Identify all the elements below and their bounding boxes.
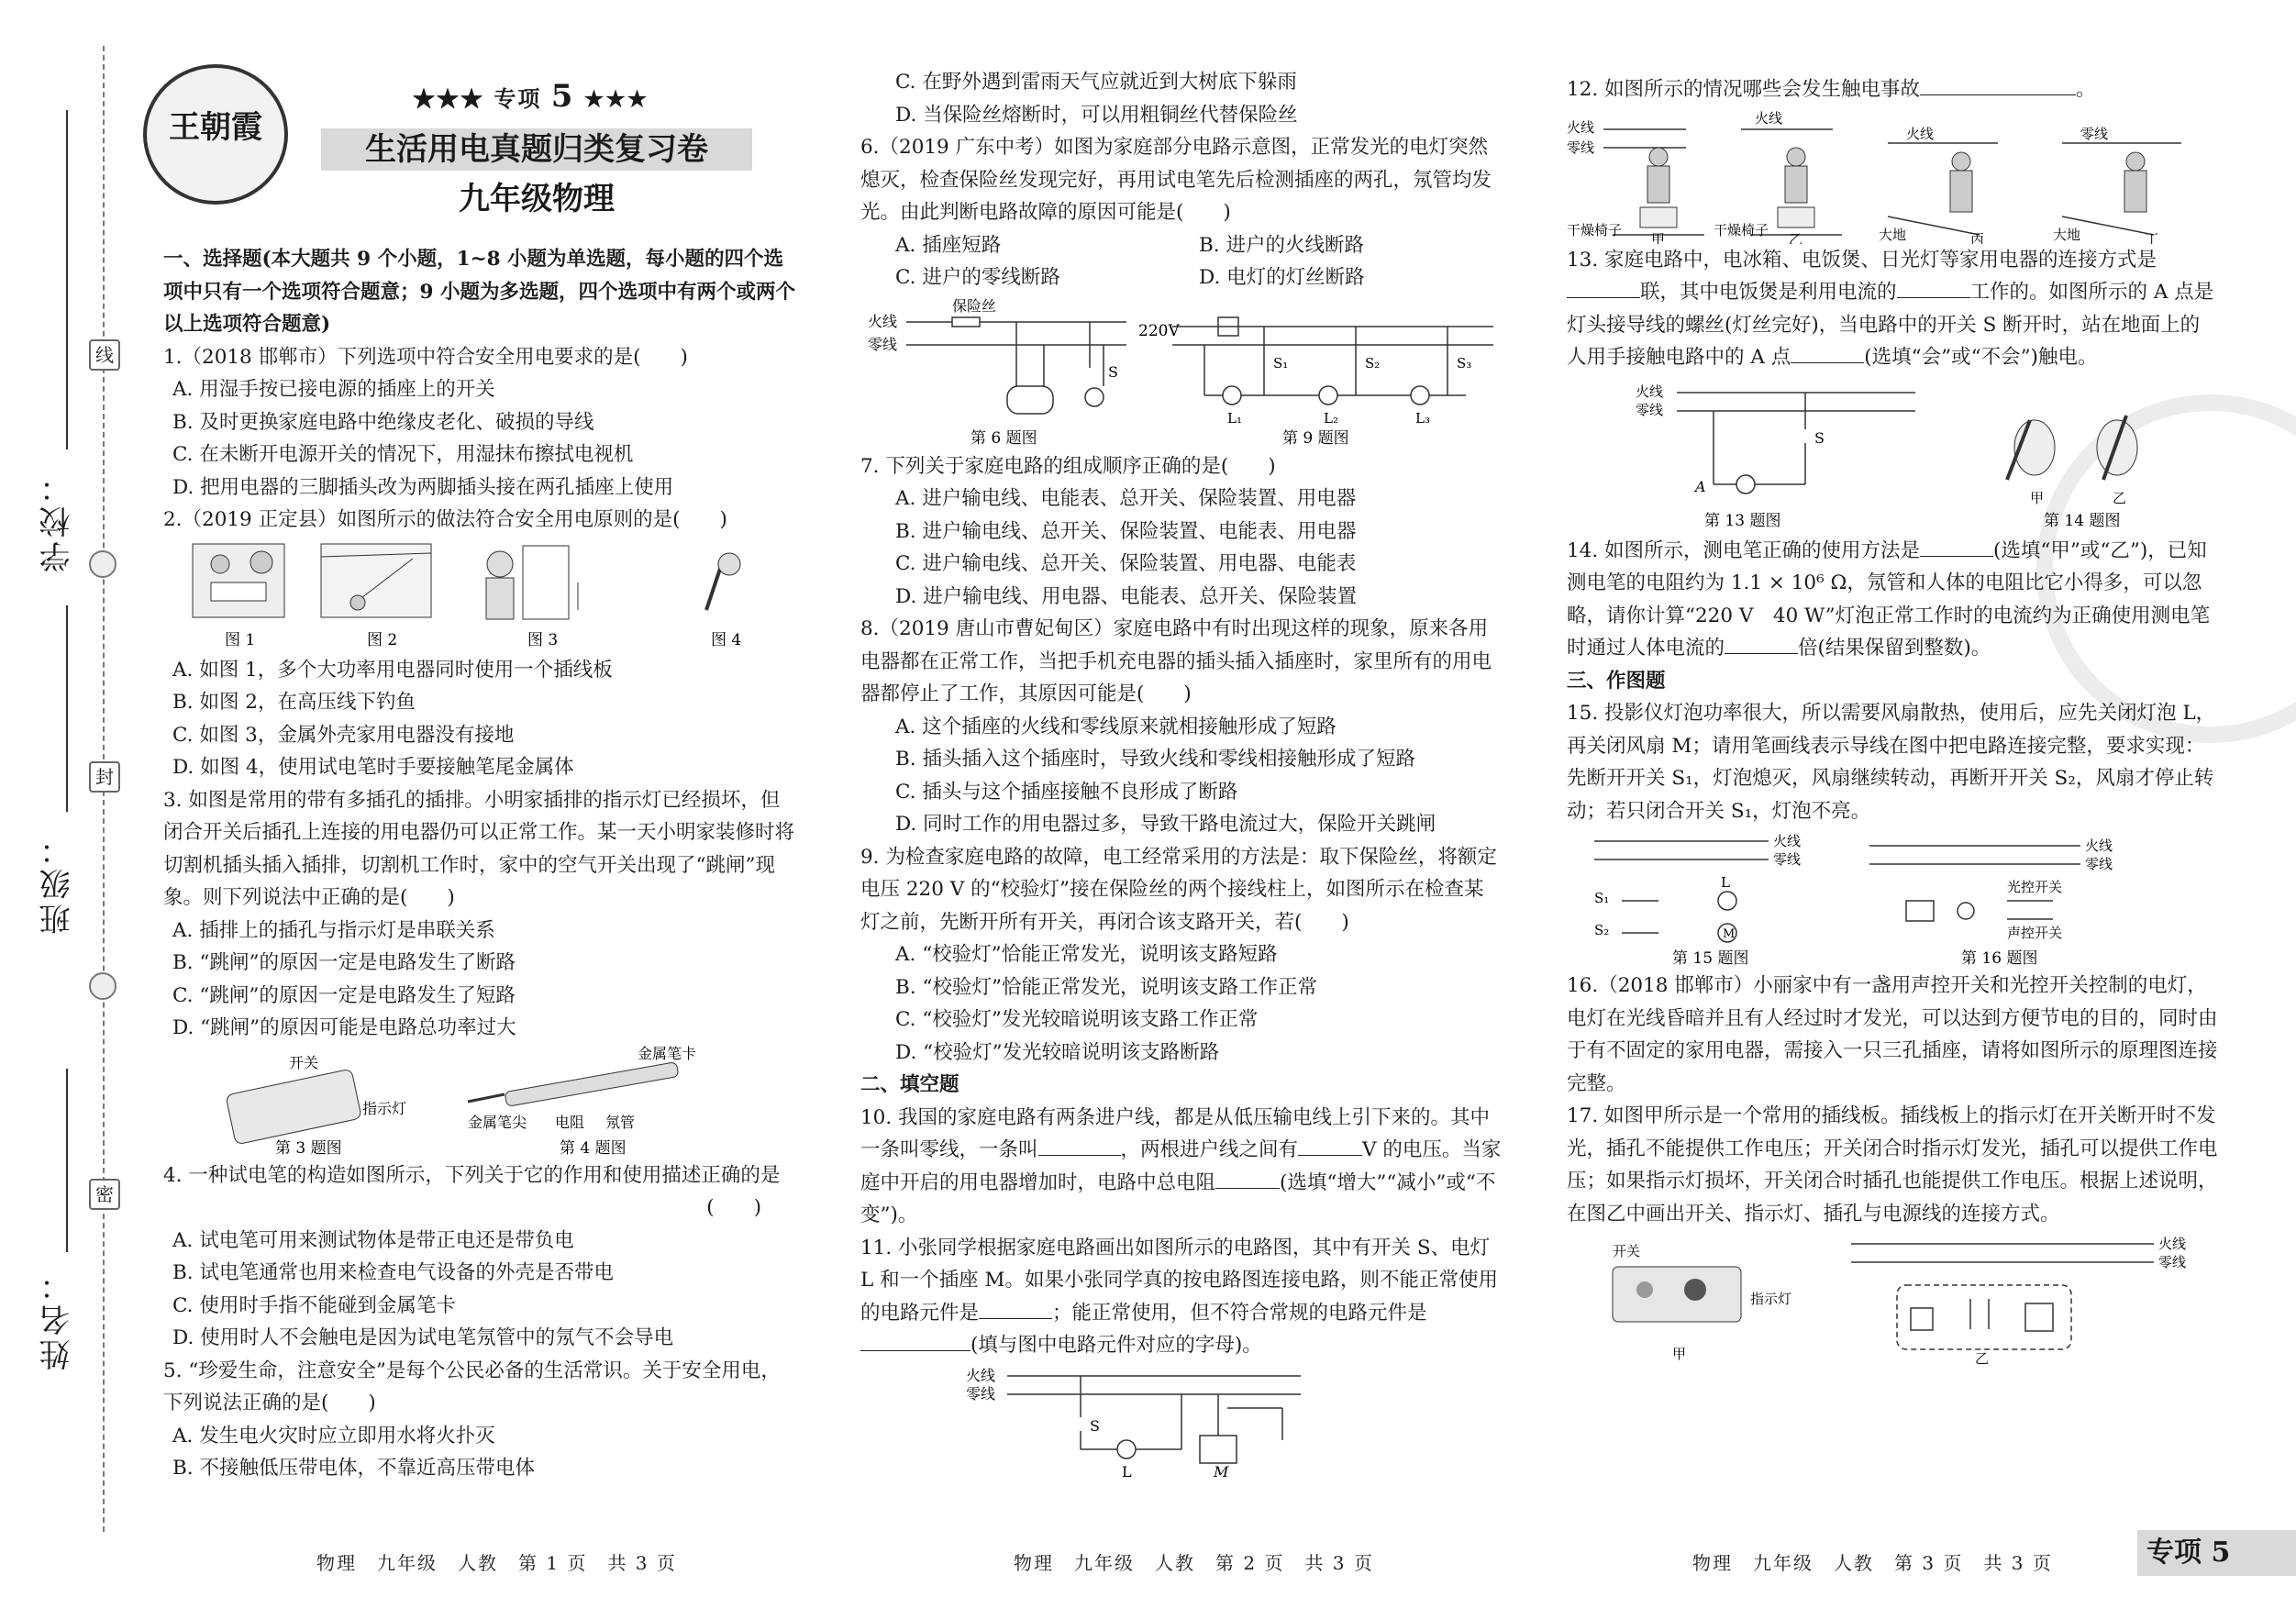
special-number: 5 xyxy=(550,78,575,115)
question-6 xyxy=(860,131,1503,450)
q12-ground-label-1: 大地 xyxy=(1879,226,1907,243)
q11-blank-1[interactable] xyxy=(979,1318,1052,1319)
q8-option-c[interactable]: C. 插头与这个插座接触不良形成了断路 xyxy=(895,780,1238,804)
fig2-caption: 图 2 xyxy=(367,630,398,649)
q9-s2-label: S₂ xyxy=(1365,354,1381,372)
q6-circuit xyxy=(906,317,1126,414)
question-12 xyxy=(1567,73,2218,244)
q12-fire-label-3: 火线 xyxy=(1906,125,1935,142)
q14-blank-1[interactable] xyxy=(1920,556,1993,557)
q8-option-d[interactable]: D. 同时工作的用电器过多，导致干路电流过大，保险开关跳闸 xyxy=(895,813,1436,836)
q11-m-label: M xyxy=(1214,1462,1229,1481)
q13-circuit-and-tester-hands xyxy=(1567,374,2218,535)
special-badge xyxy=(413,78,649,116)
q13-blank-1[interactable] xyxy=(1567,297,1640,298)
footer-page-3: 物理 九年级 人教 第 3 页 共 3 页 xyxy=(1692,1552,2053,1574)
q1-option-d[interactable]: D. 把用电器的三脚插头改为两脚插头接在两孔插座上使用 xyxy=(172,475,674,499)
q3-lamp-label: 指示灯 xyxy=(362,1099,407,1117)
q8-stem: 8.（2019 唐山市曹妃甸区）家庭电路中有时出现这样的现象，原来各用电器都在正常工作，当把手机充电器的插头插入插座时，家里所有的用电器都停止了工作，其原因可能是( ) xyxy=(860,617,1492,705)
q10-blank-2[interactable] xyxy=(1298,1155,1362,1156)
page-subtitle: 九年级物理 xyxy=(459,181,615,217)
q14-text-2: (选填“甲”或“乙”)，已知测电笔的电阻约为 1.1 × 10⁶ Ω，氖管和人体的电阻比它小得多，可以忽略，请你计算“220 V 40 W”灯泡正常工作时的电流约为正确使用测电笔时通过人体电流的 xyxy=(1567,538,2211,660)
q4-neon-label: 氖管 xyxy=(605,1113,636,1131)
q15-s1-label: S₁ xyxy=(1594,890,1610,906)
q1-option-b[interactable]: B. 及时更换家庭电路中绝缘皮老化、破损的导线 xyxy=(172,410,594,434)
q4-resistor-label: 电阻 xyxy=(555,1113,585,1131)
column-3 xyxy=(1567,73,2218,1368)
q9-l1-label: L₁ xyxy=(1227,409,1242,427)
footer-page-1: 物理 九年级 人教 第 1 页 共 3 页 xyxy=(316,1552,677,1574)
q11-text-1: 11. 小张同学根据家庭电路画出如图所示的电路图，其中有开关 S、电灯 L 和一个插座 M。如果小张同学真的按电路图连接电路，则不能正常使用的电路元件是 xyxy=(860,1236,1498,1325)
q4-answer-paren[interactable]: ( ) xyxy=(706,1196,761,1219)
brand-logo xyxy=(143,64,288,205)
question-5 xyxy=(138,1355,798,1485)
q3-q4-figures xyxy=(138,1045,798,1159)
q13-q14-figures xyxy=(1567,374,2218,535)
section-choice-title: 一、选择题(本大题共 9 个小题，1~8 小题为单选题，每小题的四个选项中只有一个选项符合题意；9 小题为多选题，四个选项中有两个或两个以上选项符合题意) xyxy=(163,248,795,336)
q9-l3-label: L₃ xyxy=(1415,409,1430,427)
q2-option-b[interactable]: B. 如图 2，在高压线下钓鱼 xyxy=(172,691,416,714)
name-field[interactable] xyxy=(66,1069,68,1252)
q15-m-label: M xyxy=(1723,927,1736,941)
q17-stem: 17. 如图甲所示是一个常用的插线板。插线板上的指示灯在开关断开时不发光，插孔不能提供工作电压；开关闭合时指示灯发光，插孔可以提供工作电压；如果指示灯损坏，开关闭合时插孔也能提供工作电压。根据上述说明，在图乙中画出开关、指示灯、插孔与电源线的连接方式。 xyxy=(1567,1104,2218,1225)
q2-illustrations xyxy=(138,537,798,654)
q11-text-2: ；能正常使用，但不符合常规的电路元件是 xyxy=(1052,1301,1427,1325)
q9-option-d[interactable]: D. “校验灯”发光较暗说明该支路断路 xyxy=(895,1040,1220,1064)
question-15 xyxy=(1567,697,2218,970)
question-16: 16.（2018 邯郸市）小丽家中有一盏用声控开关和光控开关控制的电灯，电灯在光线昏暗并且有人经过时才发光，可以达到方便节电的目的，同时由于有不固定的家用电器，需接入一只三孔插座，请将如图所示的原理图连接完整。 xyxy=(1567,974,2218,1095)
q12-ground-label-2: 大地 xyxy=(2053,226,2081,243)
fig3-caption: 图 3 xyxy=(527,630,559,649)
q9-circuit xyxy=(1172,317,1493,405)
fig2-fishing-under-wire-icon xyxy=(321,544,431,617)
q5-option-d[interactable]: D. 当保险丝熔断时，可以用粗铜丝代替保险丝 xyxy=(895,103,1298,127)
q3-stem: 3. 如图是常用的带有多插孔的插排。小明家插排的指示灯已经损坏，但闭合开关后插孔上连接的用电器仍可以正常工作。某一天小明家装修时将切割机插头插入插排，切割机工作时，家中的空气开关出现了“跳闸”现象。则下列说法中正确的是( ) xyxy=(163,788,795,909)
q15-zero-label: 零线 xyxy=(1773,851,1802,868)
q13-text-3: 工作的。如图所示的 A 点是灯头接导线的螺丝(灯丝完好)，当电路中的开关 S 断开时，站在地面上的人用手接触电路中的 A 点 xyxy=(1567,281,2214,369)
q17-strip-and-circuit xyxy=(1567,1230,2218,1368)
q9-option-b[interactable]: B. “校验灯”恰能正常发光，说明该支路工作正常 xyxy=(895,975,1317,999)
q2-option-c[interactable]: C. 如图 3，金属外壳家用电器没有接地 xyxy=(172,723,515,747)
q13-text-4: (选填“会”或“不会”)触电。 xyxy=(1864,346,2098,369)
person-ding-icon xyxy=(2124,152,2146,212)
q17-yi-label: 乙 xyxy=(1975,1350,1990,1367)
stars-right: ★★★ xyxy=(583,85,649,112)
seal-mi: 密 xyxy=(89,1179,120,1210)
q10-blank-1[interactable] xyxy=(1038,1155,1121,1156)
q5-option-c[interactable]: C. 在野外遇到雷雨天气应就近到大树底下躲雨 xyxy=(895,71,1297,94)
q14-yi-label: 乙 xyxy=(2113,489,2127,506)
q16-light-switch-label: 光控开关 xyxy=(2007,879,2063,895)
q4-option-a[interactable]: A. 试电笔可用来测试物体是带正电还是带负电 xyxy=(172,1228,574,1252)
q15-stem: 15. 投影仪灯泡功率很大，所以需要风扇散热，使用后，应先关闭灯泡 L，再关闭风扇 M；请用笔画线表示导线在图中把电路连接完整，要求实现：先断开开关 S₁，灯泡熄灭，风扇继续转动，再断开开关 S₂，风扇才停止转动；若只闭合开关 S₁，灯泡不亮。 xyxy=(1567,702,2216,823)
q10-text-4: (选填“增大”“减小”或“不变”)。 xyxy=(860,1170,1496,1226)
q13-a-label: A xyxy=(1695,477,1706,495)
bead-icon xyxy=(89,972,116,1000)
power-strip-icon xyxy=(226,1069,361,1145)
q11-text-3: (填与图中电路元件对应的字母)。 xyxy=(971,1334,1262,1357)
q6-option-d[interactable]: D. 电灯的灯丝断路 xyxy=(1199,266,1365,289)
q6-fire-label: 火线 xyxy=(868,312,898,330)
fig1-overloaded-socket-icon xyxy=(193,544,284,617)
q15-q16-figures xyxy=(1567,827,2218,970)
power-strip-photo-icon xyxy=(1613,1267,1741,1322)
question-10 xyxy=(860,1102,1503,1232)
shock-scenarios xyxy=(1567,106,2218,244)
q12-chair-label-1: 干燥椅子 xyxy=(1567,221,1623,238)
page-title: 生活用电真题归类复习卷 xyxy=(321,128,752,171)
q12-blank[interactable] xyxy=(1920,94,2076,95)
q14-text-1: 14. 如图所示，测电笔正确的使用方法是 xyxy=(1567,538,1921,562)
q14-blank-2[interactable] xyxy=(1725,653,1798,654)
q12-end: 。 xyxy=(2076,78,2096,101)
column-1 xyxy=(138,55,798,1485)
q10-text-2: ，两根进户线之间有 xyxy=(1120,1138,1299,1161)
q9-caption: 第 9 题图 xyxy=(1282,428,1349,448)
q11-circuit xyxy=(860,1362,1503,1481)
q14-jia-label: 甲 xyxy=(2030,489,2045,506)
q17-figure xyxy=(1567,1230,2218,1368)
q3-option-a[interactable]: A. 插排上的插孔与指示灯是串联关系 xyxy=(172,918,495,942)
q8-option-a[interactable]: A. 这个插座的火线和零线原来就相接触形成了短路 xyxy=(895,715,1337,738)
question-9 xyxy=(860,841,1503,1070)
q5-option-a[interactable]: A. 发生电火灾时应立即用水将火扑灭 xyxy=(172,1424,495,1447)
question-13 xyxy=(1567,244,2218,535)
q12-yi-label: 乙 xyxy=(1789,230,1803,244)
q7-option-d[interactable]: D. 进户输电线、用电器、电能表、总开关、保险装置 xyxy=(895,584,1358,608)
question-17 xyxy=(1567,1100,2218,1368)
q13-text-2: 联，其中电饭煲是利用电流的 xyxy=(1640,281,1897,304)
q2-option-d[interactable]: D. 如图 4，使用试电笔时手要接触笔尾金属体 xyxy=(172,756,574,779)
q13-caption: 第 13 题图 xyxy=(1704,511,1781,530)
q10-text-3: V 的电压。当家庭中开启的用电器增加时，电路中总电阻 xyxy=(860,1138,1502,1194)
q3-caption: 第 3 题图 xyxy=(275,1138,342,1158)
q6-fuse-label: 保险丝 xyxy=(952,296,997,315)
q3-option-b[interactable]: B. “跳闸”的原因一定是电路发生了断路 xyxy=(172,951,516,974)
logo-text: 王朝霞 xyxy=(169,109,262,146)
q15-s2-label: S₂ xyxy=(1594,922,1610,938)
q13-text-1: 13. 家庭电路中，电冰箱、电饭煲、日光灯等家用电器的连接方式是 xyxy=(1567,248,2157,272)
section-fill-title: 二、填空题 xyxy=(860,1073,959,1096)
q14-caption: 第 14 题图 xyxy=(2044,511,2121,530)
q17-fire-label: 火线 xyxy=(2158,1236,2187,1252)
q16-zero-label: 零线 xyxy=(2085,856,2113,872)
q2-figures xyxy=(138,537,798,654)
q12-zero-label-2: 零线 xyxy=(2080,125,2109,142)
q6-switch-label: S xyxy=(1108,362,1118,381)
q10-text-1: 10. 我国的家庭电路有两条进户线，都是从低压输电线上引下来的。其中一条叫零线，一条叫 xyxy=(860,1105,1491,1161)
hand-jia-icon xyxy=(2007,420,2055,480)
q5-option-b[interactable]: B. 不接触低压带电体，不靠近高压带电体 xyxy=(172,1457,535,1480)
q11-l-label: L xyxy=(1122,1462,1132,1481)
q1-option-c[interactable]: C. 在未断开电源开关的情况下，用湿抹布擦拭电视机 xyxy=(172,443,634,466)
fig4-caption: 图 4 xyxy=(711,630,742,649)
q15-l-label: L xyxy=(1721,874,1730,891)
binding-gutter xyxy=(0,0,138,1597)
special-label: 专项 xyxy=(494,85,542,112)
q9-option-c[interactable]: C. “校验灯”发光较暗说明该支路工作正常 xyxy=(895,1008,1259,1031)
q4-card-label: 金属笔卡 xyxy=(638,1044,697,1062)
q12-ding-label: 丁 xyxy=(2145,230,2159,244)
column-2 xyxy=(860,66,1503,1481)
q6-caption: 第 6 题图 xyxy=(971,428,1037,448)
q15-q16-circuits xyxy=(1567,827,2218,970)
q12-bing-label: 丙 xyxy=(1970,230,1985,244)
q4-stem: 4. 一种试电笔的构造如图所示，下列关于它的作用和使用描述正确的是 xyxy=(163,1163,781,1187)
stars-left: ★★★ xyxy=(413,85,484,112)
q4-tip-label: 金属笔尖 xyxy=(468,1113,527,1131)
q13-blank-2[interactable] xyxy=(1897,297,1970,298)
q9-option-a[interactable]: A. “校验灯”恰能正常发光，说明该支路短路 xyxy=(895,943,1278,966)
q4-option-d[interactable]: D. 使用时人不会触电是因为试电笔氖管中的氖气不会导电 xyxy=(172,1326,674,1349)
q6-option-a[interactable]: A. 插座短路 xyxy=(895,233,1002,257)
school-label: 学校： xyxy=(39,468,76,572)
q17-zero-label: 零线 xyxy=(2158,1254,2187,1270)
q15-fire-label: 火线 xyxy=(1773,833,1802,849)
q16-fire-label: 火线 xyxy=(2085,837,2113,854)
q1-stem: 1.（2018 邯郸市）下列选项中符合安全用电要求的是( ) xyxy=(163,345,688,369)
q12-jia-label: 甲 xyxy=(1651,230,1666,244)
q9-s1-label: S₁ xyxy=(1273,354,1289,372)
header xyxy=(138,55,798,243)
footer-page-2: 物理 九年级 人教 第 2 页 共 3 页 xyxy=(1014,1552,1374,1574)
q16-sound-switch-label: 声控开关 xyxy=(2007,925,2063,941)
q13-s-label: S xyxy=(1814,428,1825,447)
q7-stem: 7. 下列关于家庭电路的组成顺序正确的是( ) xyxy=(860,454,1276,478)
q15-caption: 第 15 题图 xyxy=(1672,949,1749,968)
q7-option-b[interactable]: B. 进户输电线、总开关、保险装置、电能表、用电器 xyxy=(895,519,1357,543)
power-strip-and-tester-diagram xyxy=(138,1045,798,1159)
q9-l2-label: L₂ xyxy=(1324,409,1338,427)
question-3 xyxy=(138,784,798,1159)
q2-stem: 2.（2019 正定县）如图所示的做法符合安全用电原则的是( ) xyxy=(163,508,727,531)
q7-option-c[interactable]: C. 进户输电线、总开关、保险装置、用电器、电能表 xyxy=(895,552,1357,575)
question-14 xyxy=(1567,535,2218,665)
question-7 xyxy=(860,450,1503,614)
q13-blank-3[interactable] xyxy=(1791,362,1864,363)
q12-chair-label-2: 干燥椅子 xyxy=(1714,221,1769,238)
q6-option-c[interactable]: C. 进户的零线断路 xyxy=(895,266,1060,289)
q4-option-c[interactable]: C. 使用时手指不能碰到金属笔卡 xyxy=(172,1293,456,1317)
q9-s3-label: S₃ xyxy=(1457,354,1472,372)
q2-option-a[interactable]: A. 如图 1，多个大功率用电器同时使用一个插线板 xyxy=(172,658,613,682)
q12-figure xyxy=(1567,106,2218,244)
q6-q9-figures xyxy=(860,294,1503,450)
q11-figure xyxy=(860,1362,1503,1481)
q4-option-b[interactable]: B. 试电笔通常也用来检查电气设备的外壳是否带电 xyxy=(172,1261,614,1284)
q4-caption: 第 4 题图 xyxy=(560,1138,627,1158)
fig4-tester-hand-icon xyxy=(706,553,740,610)
special-tag: 专项 5 xyxy=(2137,1530,2296,1576)
q6-stem: 6.（2019 广东中考）如图为家庭部分电路示意图，正常发光的电灯突然熄灭，检查保险丝发现完好，再用试电笔先后检测插座的两孔，氖管均发光。由此判断电路故障的原因可能是( ) xyxy=(860,136,1492,224)
circuit-diagrams xyxy=(860,294,1503,450)
q16-caption: 第 16 题图 xyxy=(1961,949,2038,968)
q11-s-label: S xyxy=(1090,1416,1100,1435)
q9-stem: 9. 为检查家庭电路的故障，电工经常采用的方法是：取下保险丝，将额定电压 220 V 的“校验灯”接在保险丝的两个接线柱上，如图所示在检查某灯之前，先断开所有开关，再闭合该支路开关，若( ) xyxy=(860,845,1497,934)
person-yi-icon xyxy=(1778,148,1814,227)
q9-voltage-label: 220V xyxy=(1138,321,1180,340)
section-draw-title: 三、作图题 xyxy=(1567,669,1666,693)
q14-text-3: 倍(结果保留到整数)。 xyxy=(1798,637,1991,660)
q17-switch-label: 开关 xyxy=(1613,1243,1641,1259)
q6-option-b[interactable]: B. 进户的火线断路 xyxy=(1199,233,1364,257)
q12-stem: 12. 如图所示的情况哪些会发生触电事故 xyxy=(1567,78,1921,101)
q8-option-b[interactable]: B. 插头插入这个插座时，导致火线和零线相接触形成了短路 xyxy=(895,748,1415,771)
q11-blank-2[interactable] xyxy=(860,1350,971,1351)
question-4 xyxy=(138,1159,798,1355)
q12-zero-label: 零线 xyxy=(1567,139,1595,156)
q6-zero-label: 零线 xyxy=(868,335,898,353)
fig3-washer-no-ground-icon xyxy=(486,546,578,619)
q3-switch-label: 开关 xyxy=(289,1053,319,1071)
class-field[interactable] xyxy=(66,605,68,812)
q3-option-d[interactable]: D. “跳闸”的原因可能是电路总功率过大 xyxy=(172,1016,516,1039)
class-label: 班级： xyxy=(39,830,76,935)
question-8 xyxy=(860,613,1503,841)
q5-stem: 5. “珍爱生命，注意安全”是每个公民必备的生活常识。关于安全用电，下列说法正确的是( ) xyxy=(163,1359,781,1414)
q17-jia-label: 甲 xyxy=(1672,1346,1687,1362)
q11-fire-label: 火线 xyxy=(966,1366,996,1384)
question-11 xyxy=(860,1232,1503,1481)
q10-blank-3[interactable] xyxy=(1215,1188,1280,1189)
q1-option-a[interactable]: A. 用湿手按已接电源的插座上的开关 xyxy=(172,378,495,401)
fig1-caption: 图 1 xyxy=(225,630,256,649)
person-bing-icon xyxy=(1950,152,1972,212)
q17-lamp-label: 指示灯 xyxy=(1750,1291,1792,1307)
person-jia-icon xyxy=(1640,148,1677,227)
q13-fire-label: 火线 xyxy=(1636,383,1664,400)
q12-fire-label-2: 火线 xyxy=(1755,109,1783,127)
name-label: 姓名： xyxy=(39,1266,76,1370)
q7-option-a[interactable]: A. 进户输电线、电能表、总开关、保险装置、用电器 xyxy=(895,487,1357,510)
hand-yi-icon xyxy=(2097,416,2137,480)
tester-pen-icon xyxy=(468,1061,679,1106)
q11-zero-label: 零线 xyxy=(966,1384,996,1403)
q12-fire-label-1: 火线 xyxy=(1567,118,1595,136)
q3-option-c[interactable]: C. “跳闸”的原因一定是电路发生了短路 xyxy=(172,983,516,1007)
school-field[interactable] xyxy=(66,110,68,449)
question-1 xyxy=(138,341,798,505)
q13-zero-label: 零线 xyxy=(1636,401,1664,418)
seal-line: 线 xyxy=(89,339,120,371)
question-2 xyxy=(138,504,798,784)
seal-feng: 封 xyxy=(89,761,120,793)
bead-icon xyxy=(89,550,116,578)
